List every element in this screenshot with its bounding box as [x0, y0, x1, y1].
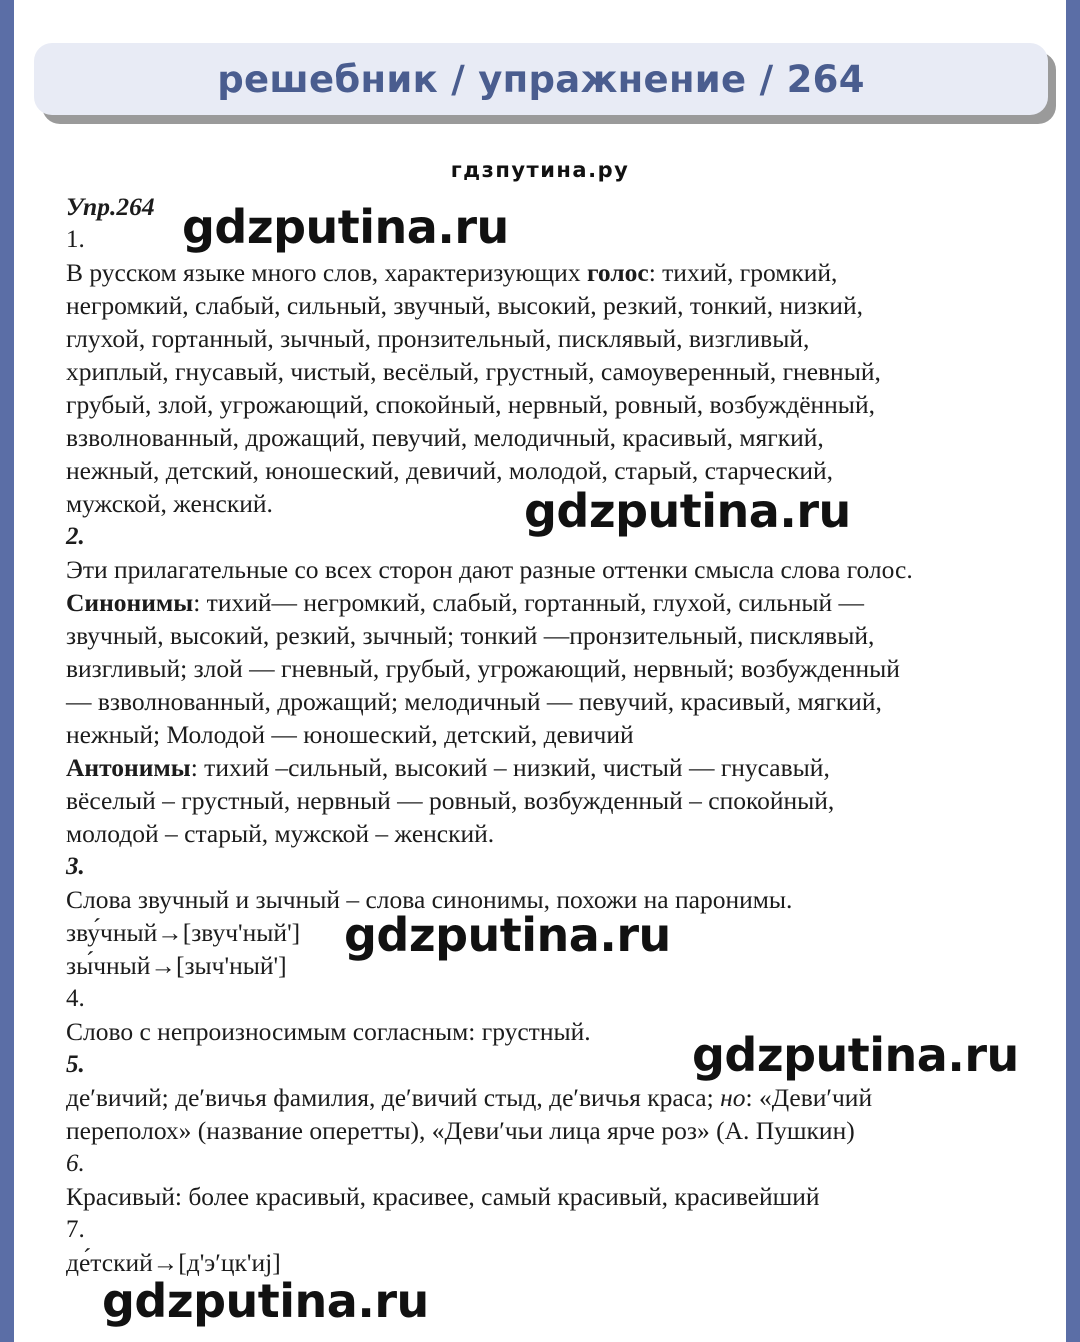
synonyms-line: нежный; Молодой — юношеский, детский, девичий	[66, 720, 634, 749]
synonyms-line: звучный, высокий, резкий, зычный; тонкий —пронзительный, писклявый,	[66, 621, 875, 650]
site-caption: гдзпутина.ру	[450, 158, 630, 182]
section-5-line: де′вичий; де′вичья фамилия, де′вичий стыд, де′вичья краса; но: «Деви′чий	[66, 1083, 873, 1112]
section-4-number: 4.	[66, 985, 85, 1012]
section-3-number: 3.	[66, 853, 85, 880]
section-1-number: 1.	[66, 226, 85, 253]
synonyms-line: визгливый; злой — гневный, грубый, угрожающий, нервный; возбужденный	[66, 654, 900, 683]
section-6-line: Красивый: более красивый, красивее, самый красивый, красивейший	[66, 1182, 820, 1211]
section-1-line: негромкий, слабый, сильный, звучный, высокий, резкий, тонкий, низкий,	[66, 291, 863, 320]
section-5-line: переполох» (название оперетты), «Деви′чьи лица ярче роз» (А. Пушкин)	[66, 1116, 855, 1145]
watermark: gdzputina.ru	[102, 1274, 429, 1328]
section-1-line: нежный, детский, юношеский, девичий, молодой, старый, старческий,	[66, 456, 834, 485]
header-title: решебник / упражнение / 264	[217, 57, 865, 101]
section-1-line: хриплый, гнусавый, чистый, весёлый, грустный, самоуверенный, гневный,	[66, 357, 881, 386]
watermark: gdzputina.ru	[344, 908, 671, 962]
section-6-number: 6.	[66, 1150, 85, 1177]
synonyms-line: — взволнованный, дрожащий; мелодичный — певучий, красивый, мягкий,	[66, 687, 882, 716]
antonyms-line: молодой – старый, мужской – женский.	[66, 819, 495, 848]
section-4-line: Слово с непроизносимым согласным: грустный.	[66, 1017, 591, 1046]
watermark: gdzputina.ru	[182, 200, 509, 254]
page-header	[34, 43, 1048, 115]
section-1-line: глухой, гортанный, зычный, пронзительный, писклявый, визгливый,	[66, 324, 810, 353]
synonyms-label: Синонимы	[66, 588, 194, 617]
section-1-line: взволнованный, дрожащий, певучий, мелодичный, красивый, мягкий,	[66, 423, 824, 452]
section-3-transcription: зы́чный→[зыч'ный']	[66, 951, 287, 980]
antonyms-line: Антонимы: тихий –сильный, высокий – низкий, чистый — гнусавый,	[66, 753, 830, 782]
section-1-line: грубый, злой, угрожающий, спокойный, нервный, ровный, возбуждённый,	[66, 390, 875, 419]
section-3-transcription: зву́чный→[звуч'ный']	[66, 918, 301, 947]
watermark: gdzputina.ru	[524, 484, 851, 538]
antonyms-label: Антонимы	[66, 753, 191, 782]
antonyms-line: вёселый – грустный, нервный — ровный, возбужденный – спокойный,	[66, 786, 835, 815]
synonyms-line: Синонимы: тихий— негромкий, слабый, гортанный, глухой, сильный —	[66, 588, 865, 617]
section-2-number: 2.	[66, 523, 85, 550]
exercise-title: Упр.264	[66, 192, 155, 221]
watermark: gdzputina.ru	[692, 1028, 1019, 1082]
section-2-line: Эти прилагательные со всех сторон дают разные оттенки смысла слова голос.	[66, 555, 913, 584]
section-5-number: 5.	[66, 1051, 85, 1078]
section-1-line: мужской, женский.	[66, 489, 273, 518]
section-7-transcription: де́тский→[д'э′цк'иj]	[66, 1248, 281, 1277]
section-1-line: В русском языке много слов, характеризующих голос: тихий, громкий,	[66, 258, 838, 287]
section-3-line: Слова звучный и зычный – слова синонимы, похожи на паронимы.	[66, 885, 793, 914]
section-7-number: 7.	[66, 1216, 85, 1243]
